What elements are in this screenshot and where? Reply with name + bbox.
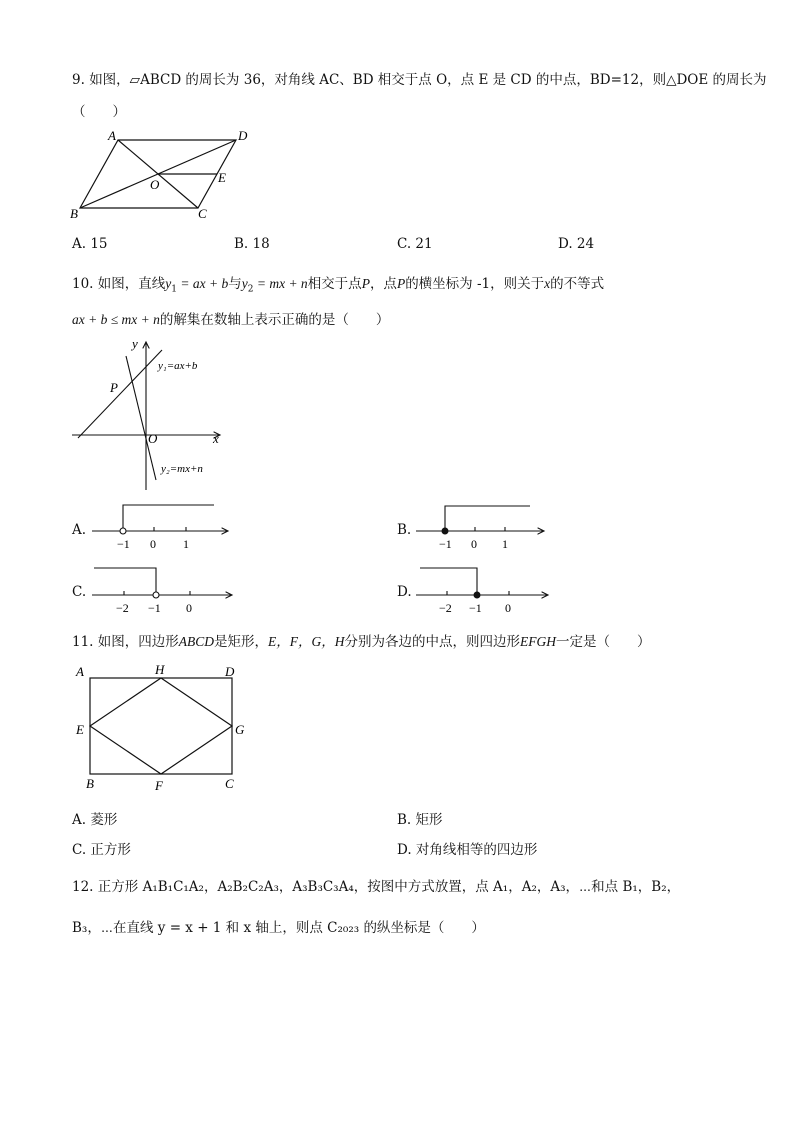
q9-label-d: D: [238, 128, 248, 143]
q10-option-b-letter[interactable]: B.: [397, 522, 412, 538]
q11-label-a: A: [76, 664, 84, 679]
q10-option-c-tick-2: −1: [148, 601, 161, 615]
q9-stem-line1: 9. 如图，▱ABCD 的周长为 36，对角线 AC、BD 相交于点 O，点 E 是 CD 的中点，BD=12，则△DOE 的周长为: [72, 72, 767, 88]
q10-option-c-tick-1: −2: [116, 601, 129, 615]
q10-line1-label: y₁=ax+b: [158, 360, 198, 372]
q9-label-e: E: [218, 170, 226, 185]
q12-stem-line1: 12. 正方形 A₁B₁C₁A₂，A₂B₂C₂A₃，A₃B₃C₃A₄，按图中方式放置，点 A₁，A₂，A₃，⋯和点 B₁，B₂，: [72, 879, 681, 895]
q11-label-e: E: [76, 722, 84, 737]
q10-option-a-tick-3: 1: [183, 537, 189, 551]
q10-option-c-tick-3: 0: [186, 601, 192, 615]
q10-point-p-label: P: [110, 380, 118, 395]
q10-option-d-tick-2: −1: [469, 601, 482, 615]
q10-option-b-tick-2: 0: [471, 537, 477, 551]
q9-stem-line2: （ ）: [72, 104, 126, 120]
q10-option-b-closed-dot: [442, 528, 448, 534]
q11-option-b[interactable]: B. 矩形: [397, 812, 443, 828]
q9-label-a: A: [108, 128, 116, 143]
q10-option-c-letter[interactable]: C.: [72, 584, 87, 600]
q9-option-b[interactable]: B. 18: [234, 236, 270, 252]
q10-stem-line1: 10. 如图，直线$y_1$ = ax + b与$y_2$ = mx + n相交于点P，点P的横坐标为 -1，则关于x的不等式: [72, 276, 605, 295]
q9-label-b: B: [70, 206, 78, 221]
q10-option-d-numberline[interactable]: [414, 562, 559, 617]
q9-option-c[interactable]: C. 21: [397, 236, 433, 252]
q10-graph-figure: [70, 338, 230, 493]
q11-label-h: H: [155, 662, 165, 677]
q9-label-c: C: [198, 206, 207, 221]
q10-stem-line2: ax + b ≤ mx + n的解集在数轴上表示正确的是（ ）: [72, 312, 390, 328]
q12-stem-line2: B₃，⋯在直线 y = x + 1 和 x 轴上，则点 C₂₀₂₃ 的纵坐标是（ ）: [72, 920, 485, 936]
q9-parallelogram-figure: [70, 128, 260, 223]
q10-option-a-tick-1: −1: [117, 537, 130, 551]
q9-option-a[interactable]: A. 15: [72, 236, 108, 252]
q10-option-a-numberline[interactable]: [90, 500, 235, 555]
q9-label-o: O: [150, 177, 160, 192]
q10-option-b-tick-1: −1: [439, 537, 452, 551]
q10-option-d-tick-3: 0: [505, 601, 511, 615]
q11-option-c[interactable]: C. 正方形: [72, 842, 131, 858]
q10-option-b-tick-3: 1: [502, 537, 508, 551]
q10-option-d-tick-1: −2: [439, 601, 452, 615]
q11-label-f: F: [155, 778, 163, 793]
q11-label-g: G: [235, 722, 245, 737]
q10-origin-label: O: [148, 431, 158, 446]
q10-option-c-open-dot: [153, 592, 159, 598]
q10-x-axis-label: x: [213, 431, 219, 446]
q10-option-d-letter[interactable]: D.: [397, 584, 412, 600]
q10-option-b-numberline[interactable]: [414, 500, 559, 555]
q10-option-a-letter[interactable]: A.: [72, 522, 87, 538]
q11-option-a[interactable]: A. 菱形: [72, 812, 118, 828]
q11-rectangle-figure: [72, 660, 252, 795]
q11-option-d[interactable]: D. 对角线相等的四边形: [397, 842, 538, 858]
q10-option-a-open-dot: [120, 528, 126, 534]
q10-option-c-numberline[interactable]: [90, 562, 235, 617]
q11-label-d: D: [225, 664, 235, 679]
q10-line2-label: y₂=mx+n: [161, 463, 203, 475]
q10-option-a-tick-2: 0: [150, 537, 156, 551]
q9-option-d[interactable]: D. 24: [558, 236, 595, 252]
q11-label-c: C: [225, 776, 234, 791]
q10-y-axis-label: y: [132, 336, 138, 351]
q11-label-b: B: [86, 776, 94, 791]
q10-option-d-closed-dot: [474, 592, 480, 598]
q11-stem: 11. 如图，四边形ABCD是矩形，E，F，G，H分别为各边的中点，则四边形EFGH一定是（ ）: [72, 634, 651, 650]
